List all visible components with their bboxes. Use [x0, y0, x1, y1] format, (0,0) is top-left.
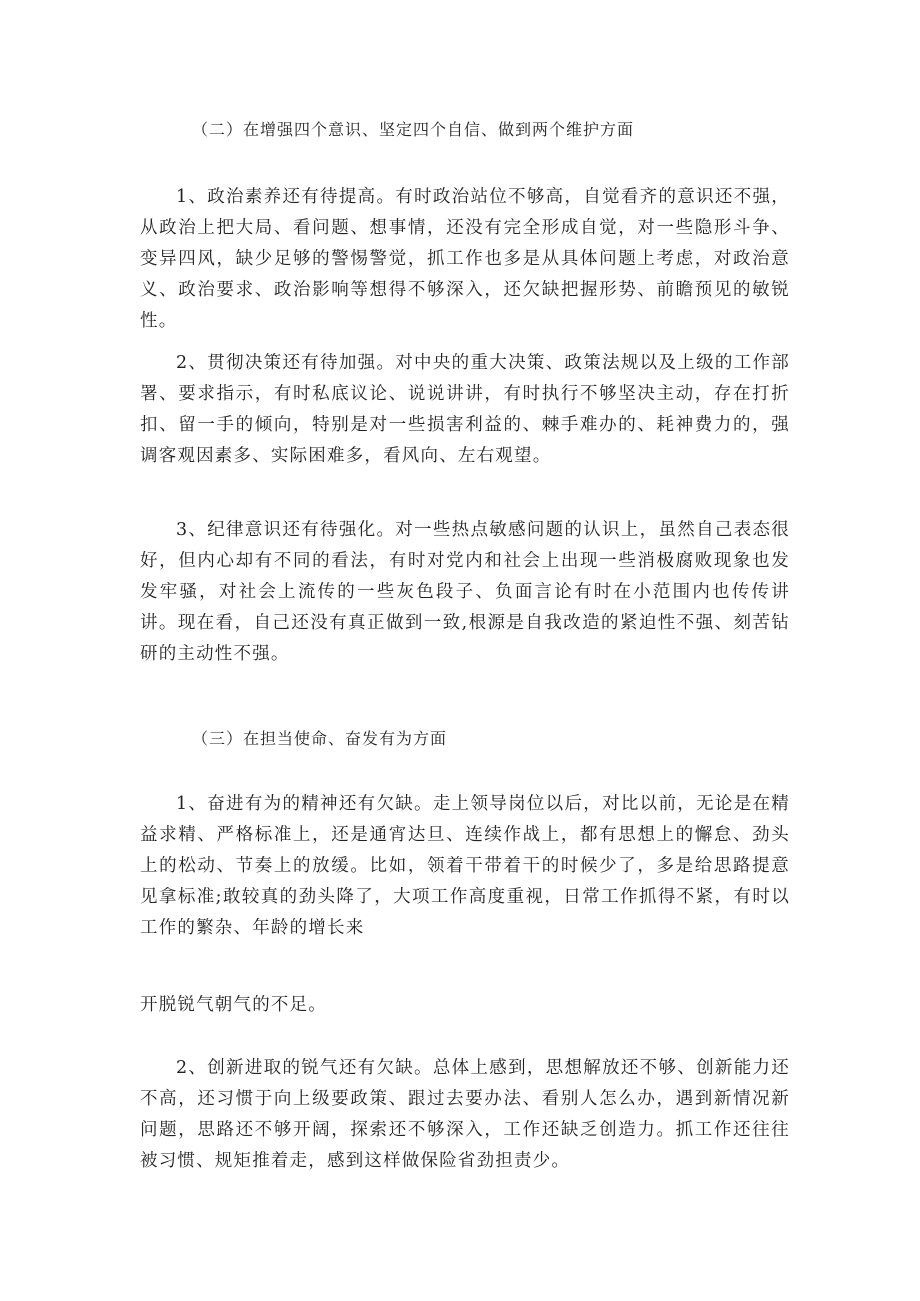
section-heading-3: （三）在担当使命、奋发有为方面	[192, 729, 448, 748]
paragraph-innovation-drive: 2、创新进取的锐气还有欠缺。总体上感到，思想解放还不够、创新能力还不高，还习惯于向上级要政策、跟过去要办法、看别人怎么办，遇到新情况新问题，思路还不够开阔，探索还不够深入，工作还缺乏创造力。抓工作还往往被习惯、规矩推着走，感到这样做保险省劲担责少。	[140, 1058, 790, 1171]
paragraph-enterprising-spirit-continued: 开脱锐气朝气的不足。	[140, 995, 327, 1015]
paragraph-discipline-awareness: 3、纪律意识还有待强化。对一些热点敏感问题的认识上，虽然自己表态很好，但内心却有不同的看法，有时对党内和社会上出现一些消极腐败现象也发发牢骚，对社会上流传的一些灰色段子、负面言论有时在小范围内也传传讲讲。现在看，自己还没有真正做到一致,根源是自我改造的紧迫性不强、刻苦钻研的主动性不强。	[140, 520, 790, 664]
paragraph-policy-implementation: 2、贯彻决策还有待加强。对中央的重大决策、政策法规以及上级的工作部署、要求指示，有时私底议论、说说讲讲，有时执行不够坚决主动，存在打折扣、留一手的倾向，特别是对一些损害利益的、棘手难办的、耗神费力的，强调客观因素多、实际困难多，看风向、左右观望。	[140, 353, 790, 466]
paragraph-political-literacy: 1、政治素养还有待提高。有时政治站位不够高，自觉看齐的意识还不强，从政治上把大局、看问题、想事情，还没有完全形成自觉，对一些隐形斗争、变异四风，缺少足够的警惕警觉，抓工作也多是从具体问题上考虑，对政治意义、政治要求、政治影响等想得不够深入，还欠缺把握形势、前瞻预见的敏锐性。	[140, 187, 790, 331]
paragraph-enterprising-spirit: 1、奋进有为的精神还有欠缺。走上领导岗位以后，对比以前，无论是在精益求精、严格标准上，还是通宵达旦、连续作战上，都有思想上的懈怠、劲头上的松动、节奏上的放缓。比如，领着干带着干的时候少了，多是给思路提意见拿标准;敢较真的劲头降了，大项工作高度重视，日常工作抓得不紧，有时以工作的繁杂、年龄的增长来	[140, 794, 790, 938]
section-heading-2: （二）在增强四个意识、坚定四个自信、做到两个维护方面	[192, 120, 635, 139]
